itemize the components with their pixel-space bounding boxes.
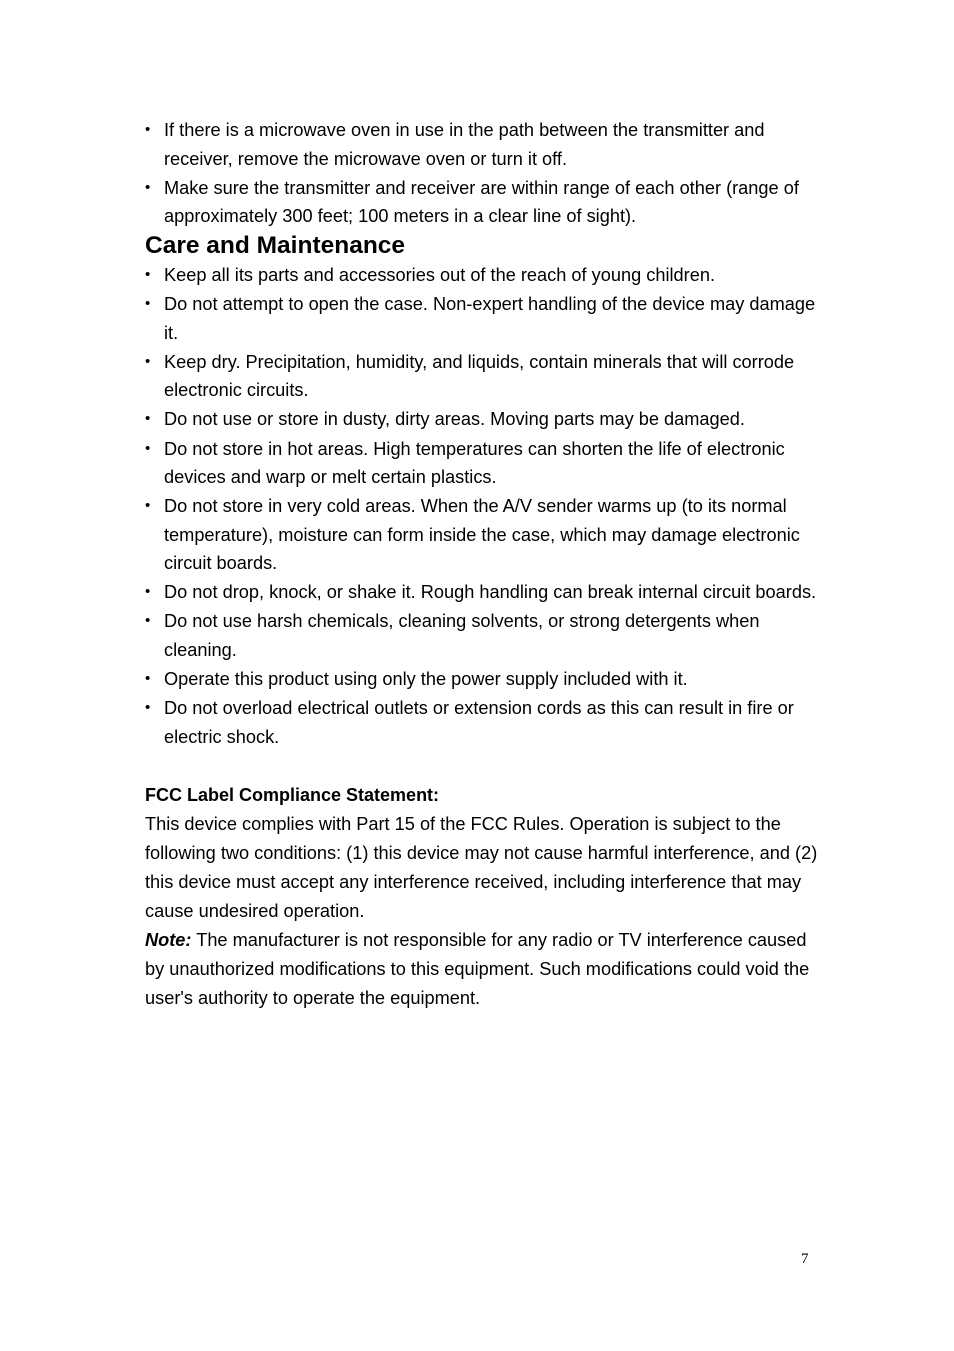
list-item-text: Do not store in very cold areas. When the A/V sender warms up (to its normal temperature), moisture can form inside the case, which may damage electronic circuit boards.	[164, 496, 800, 574]
bullet-icon: •	[145, 583, 151, 601]
list-item-text: Do not drop, knock, or shake it. Rough handling can break internal circuit boards.	[164, 582, 817, 603]
bullet-icon: •	[145, 699, 151, 717]
note-text: The manufacturer is not responsible for any radio or TV interference caused by unauthorized modifications to this equipment. Such modifications could void the user's authority to operate the equipment.	[145, 930, 810, 1009]
list-item	[145, 578, 825, 607]
note-label: Note:	[145, 930, 192, 951]
bullet-icon: •	[145, 295, 151, 313]
fcc-statement: This device complies with Part 15 of the FCC Rules. Operation is subject to the following two conditions: (1) this device may not cause harmful interference, and (2) this device must accept any interference received, including interference that may cause undesired operation.	[145, 814, 818, 922]
fcc-note	[145, 926, 825, 1013]
list-item	[145, 694, 825, 751]
list-item	[145, 492, 825, 578]
list-item-text: Operate this product using only the power supply included with it.	[164, 668, 688, 689]
list-item	[145, 290, 825, 347]
list-item-text: Keep dry. Precipitation, humidity, and liquids, contain minerals that will corrode electronic circuits.	[164, 351, 795, 401]
list-item	[145, 174, 825, 231]
bullet-icon: •	[145, 669, 151, 687]
list-item	[145, 261, 825, 290]
care-maintenance-title: Care and Maintenance	[145, 232, 406, 260]
list-item-text: Do not attempt to open the case. Non-expert handling of the device may damage it.	[164, 294, 816, 343]
bullet-icon: •	[145, 497, 151, 515]
list-item-text: Do not use or store in dusty, dirty areas. Moving parts may be damaged.	[164, 409, 745, 430]
care-bullet-list	[145, 261, 825, 751]
list-item-text: Do not store in hot areas. High temperatures can shorten the life of electronic devices and warp or melt certain plastics.	[164, 438, 785, 488]
list-item-text: Keep all its parts and accessories out of the reach of young children.	[164, 265, 715, 286]
list-item	[145, 435, 825, 492]
bullet-icon: •	[145, 410, 151, 428]
fcc-heading: FCC Label Compliance Statement:	[145, 785, 440, 806]
list-item-text: Make sure the transmitter and receiver are within range of each other (range of approximately 300 feet; 100 meters in a clear line of sight).	[164, 177, 799, 227]
list-item	[145, 607, 825, 664]
bullet-icon: •	[145, 266, 151, 284]
intro-bullet-list	[145, 116, 825, 231]
bullet-icon: •	[145, 121, 151, 138]
list-item	[145, 405, 825, 434]
bullet-icon: •	[145, 612, 151, 630]
list-item-text: If there is a microwave oven in use in the path between the transmitter and receiver, remove the microwave oven or turn it off.	[164, 120, 765, 169]
bullet-icon: •	[145, 352, 151, 370]
page-content	[145, 116, 825, 1013]
list-item-text: Do not overload electrical outlets or extension cords as this can result in fire or electric shock.	[164, 698, 794, 747]
list-item	[145, 116, 825, 173]
page-number: 7	[801, 1251, 809, 1267]
list-item-text: Do not use harsh chemicals, cleaning solvents, or strong detergents when cleaning.	[164, 611, 760, 660]
list-item	[145, 665, 825, 694]
bullet-icon: •	[145, 178, 151, 196]
list-item	[145, 348, 825, 405]
bullet-icon: •	[145, 439, 151, 457]
